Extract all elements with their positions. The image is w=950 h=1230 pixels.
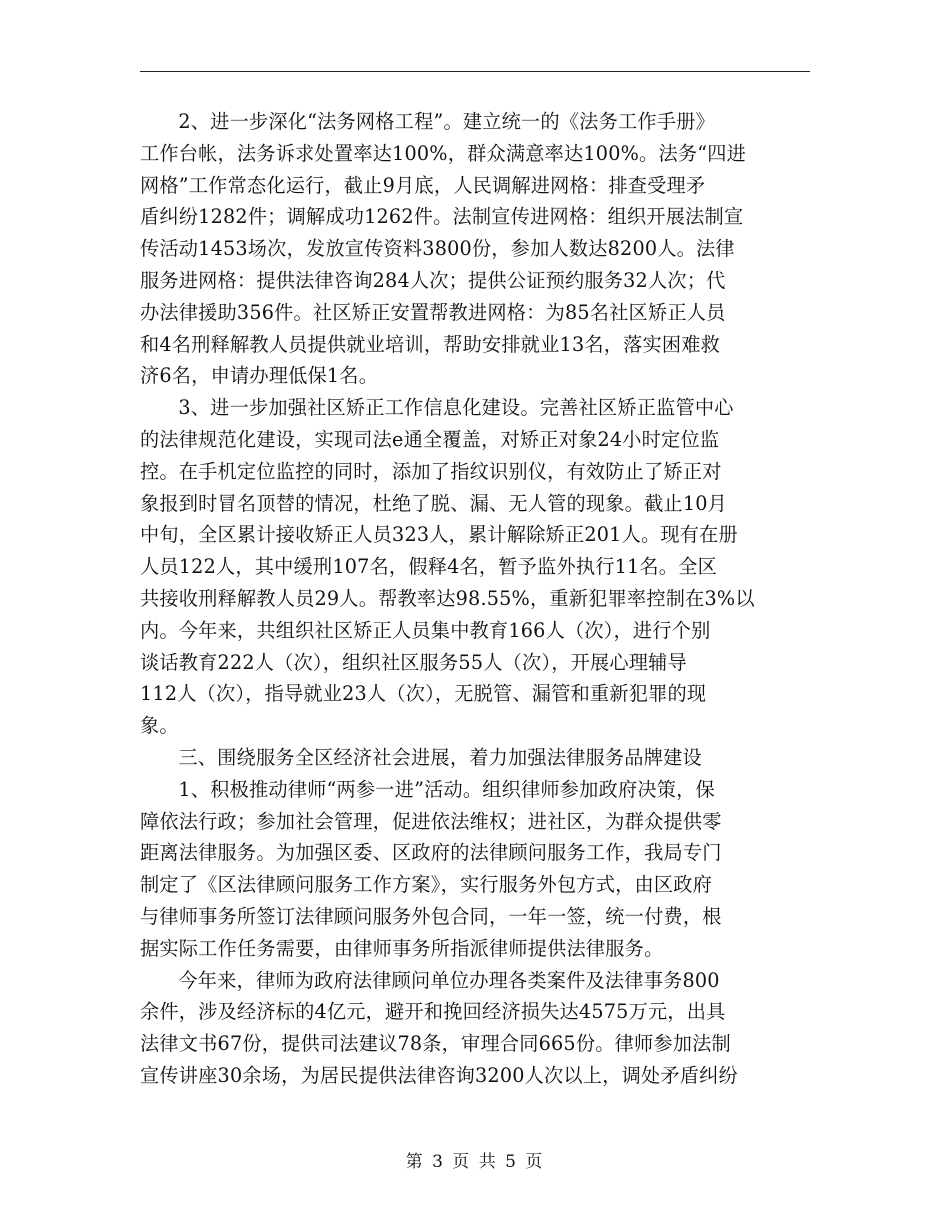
text-line: 网格”工作常态化运行，截止9月底，人民调解进网格：排查受理矛 — [140, 173, 706, 197]
text-line: 的法律规范化建设，实现司法e通全覆盖，对矫正对象24小时定位监 — [140, 427, 720, 451]
text-line: 和4名刑释解教人员提供就业培训，帮助安排就业13名，落实困难救 — [140, 332, 721, 356]
text-line: 112人（次），指导就业23人（次），无脱管、漏管和重新犯罪的现 — [140, 682, 707, 706]
text-line: 三、围绕服务全区经济社会进展，着力加强法律服务品牌建设 — [178, 745, 702, 769]
paragraph-community-correction — [140, 392, 812, 742]
paragraph-annual-results — [140, 965, 812, 1092]
page-number: 第 3 页 共 5 页 — [405, 1152, 545, 1172]
text-line: 今年来，律师为政府法律顾问单位办理各类案件及法律事务800 — [178, 968, 720, 992]
text-line: 办法律援助356件。社区矫正安置帮教进网格：为85名社区矫正人员 — [140, 300, 726, 324]
paragraph-legal-grid — [140, 106, 812, 392]
text-line: 控。在手机定位监控的同时，添加了指纹识别仪，有效防止了矫正对 — [140, 459, 722, 483]
text-line: 3、进一步加强社区矫正工作信息化建设。完善社区矫正监管中心 — [178, 396, 734, 420]
text-line: 谈话教育222人（次），组织社区服务55人（次），开展心理辅导 — [140, 650, 687, 674]
section-heading — [140, 742, 812, 774]
text-line: 人员122人，其中缓刑107名，假释4名，暂予监外执行11名。全区 — [140, 555, 717, 579]
paragraph-lawyer-activity — [140, 774, 812, 965]
text-line: 与律师事务所签订法律顾问服务外包合同，一年一签，统一付费，根 — [140, 904, 722, 928]
text-line: 据实际工作任务需要，由律师事务所指派律师提供法律服务。 — [140, 936, 664, 960]
text-line: 共接收刑释解教人员29人。帮教率达98.55%，重新犯罪率控制在3%以 — [140, 586, 755, 610]
text-line: 宣传讲座30余场，为居民提供法律咨询3200人次以上，调处矛盾纠纷 — [140, 1063, 738, 1087]
document-body — [140, 106, 812, 1092]
text-line: 2、进一步深化“法务网格工程”。建立统一的《法务工作手册》 — [178, 110, 715, 133]
text-line: 距离法律服务。为加强区委、区政府的法律顾问服务工作，我局专门 — [140, 841, 722, 865]
text-line: 象。 — [140, 714, 179, 738]
text-line: 传活动1453场次，发放宣传资料3800份，参加人数达8200人。法律 — [140, 237, 735, 261]
text-line: 法律文书67份，提供司法建议78条，审理合同665份。律师参加法制 — [140, 1032, 731, 1056]
text-line: 制定了《区法律顾问服务工作方案》，实行服务外包方式，由区政府 — [140, 873, 713, 897]
header-rule — [140, 71, 810, 72]
text-line: 盾纠纷1282件；调解成功1262件。法制宣传进网格：组织开展法制宣 — [140, 205, 744, 229]
text-line: 服务进网格：提供法律咨询284人次；提供公证预约服务32人次；代 — [140, 268, 726, 292]
text-line: 余件，涉及经济标的4亿元，避开和挽回经济损失达4575万元，出具 — [140, 1000, 726, 1024]
text-line: 象报到时冒名顶替的情况，杜绝了脱、漏、无人管的现象。截止10月 — [140, 491, 728, 515]
text-line: 济6名，申请办理低保1名。 — [140, 364, 379, 388]
text-line: 中旬，全区累计接收矫正人员323人，累计解除矫正201人。现有在册 — [140, 523, 738, 547]
text-line: 障依法行政；参加社会管理，促进依法维权；进社区，为群众提供零 — [140, 809, 722, 833]
text-line: 1、积极推动律师“两参一进”活动。组织律师参加政府决策，保 — [178, 777, 715, 801]
text-line: 内。今年来，共组织社区矫正人员集中教育166人（次），进行个别 — [140, 618, 711, 642]
text-line: 工作台帐，法务诉求处置率达100%，群众满意率达100%。法务“四进 — [140, 141, 747, 165]
